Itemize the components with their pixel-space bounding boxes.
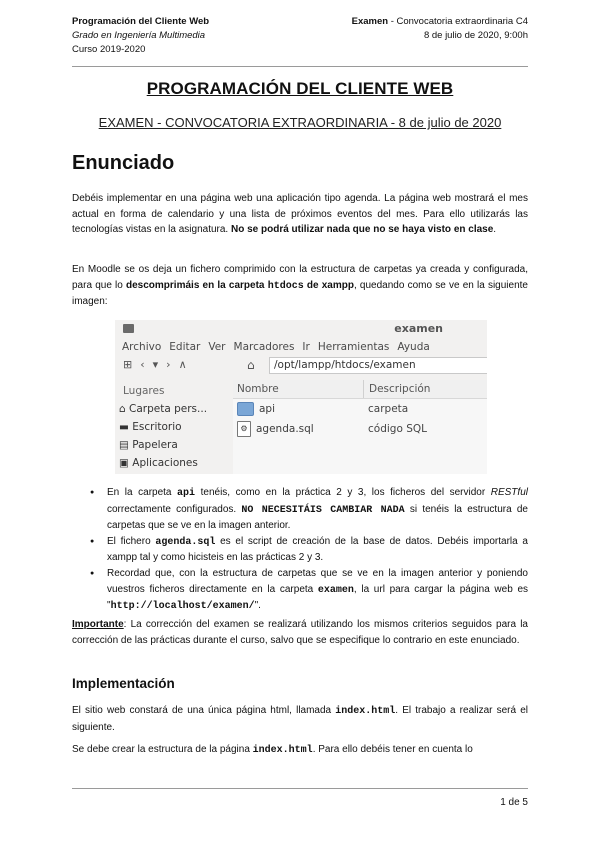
menu-item: Editar [169, 340, 201, 353]
menu-item: Marcadores [233, 340, 295, 353]
place-item: ▣ Aplicaciones [119, 457, 198, 469]
list-item: ● El fichero agenda.sql es el script de creación de la base de datos. Debéis importarla a xampp tal y como hicisteis en las prácticas 2 y 3. [72, 534, 528, 566]
folder-icon [237, 402, 254, 416]
file-icon: ⚙ [237, 421, 251, 437]
menu-item: Herramientas [317, 340, 390, 353]
menu-item: Ver [208, 340, 226, 353]
header-date: 8 de julio de 2020, 9:00h [423, 30, 528, 41]
paragraph-important: Importante: La corrección del examen se realizará utilizando los mismos criterios seguidos para la corrección de las prácticas durante el curso, salvo que se especifique lo contrario en este enunciado. [72, 619, 528, 646]
file-row: api carpeta [233, 399, 487, 419]
document-subtitle: EXAMEN - CONVOCATORIA EXTRAORDINARIA - 8 de julio de 2020 [98, 115, 502, 130]
footer-divider [72, 788, 528, 789]
list-item: ● Recordad que, con la estructura de carpetas que se ve en la imagen anterior y poniendo vuestros ficheros directamente en la carpeta examen, la url para cargar la página web es "http://localhost/examen/". [72, 566, 528, 615]
header-divider [72, 66, 528, 67]
file-list [233, 380, 487, 474]
paragraph-structure: Se debe crear la estructura de la página index.html. Para ello debéis tener en cuenta lo [72, 744, 473, 756]
file-row: ⚙ agenda.sql código SQL [233, 419, 487, 439]
page-header [72, 15, 528, 57]
header-exam-info: Examen - Convocatoria extraordinaria C4 [351, 16, 528, 27]
document-title: PROGRAMACIÓN DEL CLIENTE WEB [146, 79, 454, 98]
forward-icon: › [166, 358, 171, 371]
paragraph-moodle: En Moodle se os deja un fichero comprimido con la estructura de carpetas ya creada y configurada, para que lo descomprimáis en la carpeta htdocs de xampp, quedando como se ve en la siguiente imagen: [72, 264, 528, 308]
place-item: ▤ Papelera [119, 439, 178, 451]
window-title: examen [394, 322, 443, 335]
header-degree: Grado en Ingeniería Multimedia [72, 30, 206, 41]
page-number: 1 de 5 [500, 797, 528, 808]
menu-bar [115, 338, 487, 355]
bullet-list [72, 485, 528, 615]
section-heading-enunciado: Enunciado [72, 152, 175, 174]
paragraph-intro: Debéis implementar en una página web una aplicación tipo agenda. La página web mostrará el mes actual en forma de calendario y una lista de próximos eventos del mes. Para ello utilizarás las tecnologías vistas en la asignatura. No se podrá utilizar nada que no se haya visto en clase. [72, 193, 528, 236]
header-academic-year: Curso 2019-2020 [72, 44, 146, 55]
place-item: ⌂ Carpeta pers... [119, 403, 208, 415]
place-item: ▬ Escritorio [119, 421, 182, 433]
menu-item: Ir [302, 340, 310, 353]
menu-item: Archivo [122, 340, 162, 353]
places-header: Lugares [123, 385, 165, 397]
window-icon [123, 324, 134, 333]
new-tab-icon: ⊞ [123, 358, 133, 371]
section-heading-implementacion: Implementación [72, 676, 175, 691]
places-sidebar [115, 382, 233, 474]
column-header-name: Nombre [233, 380, 364, 398]
file-manager-screenshot [115, 320, 487, 474]
up-icon: ∧ [178, 358, 187, 371]
paragraph-single-page: El sitio web constará de una única página html, llamada index.html. El trabajo a realizar será el siguiente. [72, 705, 528, 733]
location-bar [115, 355, 487, 375]
menu-item: Ayuda [397, 340, 430, 353]
path-field: /opt/lampp/htdocs/examen [269, 357, 487, 374]
list-item: ● En la carpeta api tenéis, como en la práctica 2 y 3, los ficheros del servidor RESTful correctamente configurados. NO NECESITÁIS CAMBIAR NADA si tenéis la estructura de carpetas que se ve en la imagen anterior. [72, 485, 528, 534]
dropdown-icon: ▾ [152, 358, 159, 371]
back-icon: ‹ [140, 358, 145, 371]
header-course-title: Programación del Cliente Web [72, 16, 210, 27]
home-icon: ⌂ [247, 358, 255, 372]
column-header-description: Descripción [369, 383, 431, 395]
